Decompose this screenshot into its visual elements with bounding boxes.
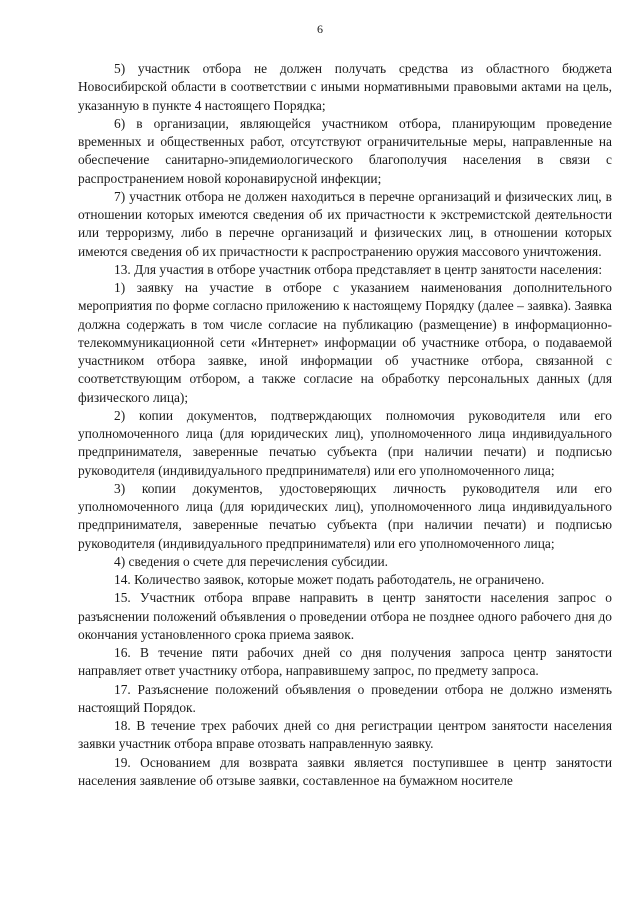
- paragraph-subitem-4: 4) сведения о счете для перечисления субсидии.: [114, 553, 389, 569]
- paragraph-subitem-1: 1) заявку на участие в отборе с указанием наименования дополнительного мероприятия по форме согласно приложению к настоящему Порядку (далее – заявка). Заявка должна содержать в том числе согласие на публикацию (размещение) в информационно-телекоммуникационной сети «Интернет» информации об участнике отбора, о подаваемой участником отбора заявке, иной информации об участнике отбора, связанной с соответствующим отбором, а также согласие на обработку персональных данных (для физического лица);: [78, 280, 612, 405]
- paragraph-item-6: 6) в организации, являющейся участником отбора, планирующим проведение временных и общественных работ, отсутствуют ограничительные меры, направленные на обеспечение санитарно-эпидемиологического благополучия населения в связи с распространением новой коронавирусной инфекции;: [78, 115, 612, 186]
- paragraph-clause-17: 17. Разъяснение положений объявления о проведении отбора не должно изменять настоящий Порядок.: [78, 681, 612, 715]
- document-body: [78, 60, 612, 790]
- paragraph-clause-16: 16. В течение пяти рабочих дней со дня получения запроса центр занятости направляет ответ участнику отбора, направившему запрос, по предмету запроса.: [78, 645, 612, 679]
- paragraph-item-5: 5) участник отбора не должен получать средства из областного бюджета Новосибирской области в соответствии с иными нормативными правовыми актами на цель, указанную в пункте 4 настоящего Порядка;: [78, 61, 612, 113]
- paragraph-clause-19: 19. Основанием для возврата заявки является поступившее в центр занятости населения заявление об отзыве заявки, составленное на бумажном носителе: [78, 754, 612, 788]
- paragraph-item-7: 7) участник отбора не должен находиться в перечне организаций и физических лиц, в отношении которых имеются сведения об их причастности к экстремистской деятельности или терроризму, либо в перечне организаций и физических лиц, в отношении которых имеются сведения об их причастности к распространению оружия массового уничтожения.: [78, 188, 612, 259]
- paragraph-subitem-2: 2) копии документов, подтверждающих полномочия руководителя или его уполномоченного лица (для юридических лиц), уполномоченного лица индивидуального предпринимателя, заверенные печатью субъекта (при наличии печати) и подписью руководителя (индивидуального предпринимателя) или его уполномоченного лица;: [78, 407, 612, 478]
- paragraph-clause-18: 18. В течение трех рабочих дней со дня регистрации центром занятости населения заявки участник отбора вправе отозвать направленную заявку.: [78, 718, 612, 752]
- paragraph-clause-14: 14. Количество заявок, которые может подать работодатель, не ограничено.: [114, 572, 545, 587]
- paragraph-subitem-3: 3) копии документов, удостоверяющих личность руководителя или его уполномоченного лица (для юридических лиц), уполномоченного лица индивидуального предпринимателя, заверенные печатью субъекта (при наличии печати) и подписью руководителя (индивидуального предпринимателя) или его уполномоченного лица;: [78, 480, 612, 551]
- paragraph-clause-13: 13. Для участия в отборе участник отбора представляет в центр занятости населения:: [114, 261, 603, 277]
- paragraph-clause-15: 15. Участник отбора вправе направить в центр занятости населения запрос о разъяснении положений объявления о проведении отбора не позднее одного рабочего дня до окончания установленного срока приема заявок.: [78, 590, 612, 642]
- page-number: 6: [317, 22, 323, 36]
